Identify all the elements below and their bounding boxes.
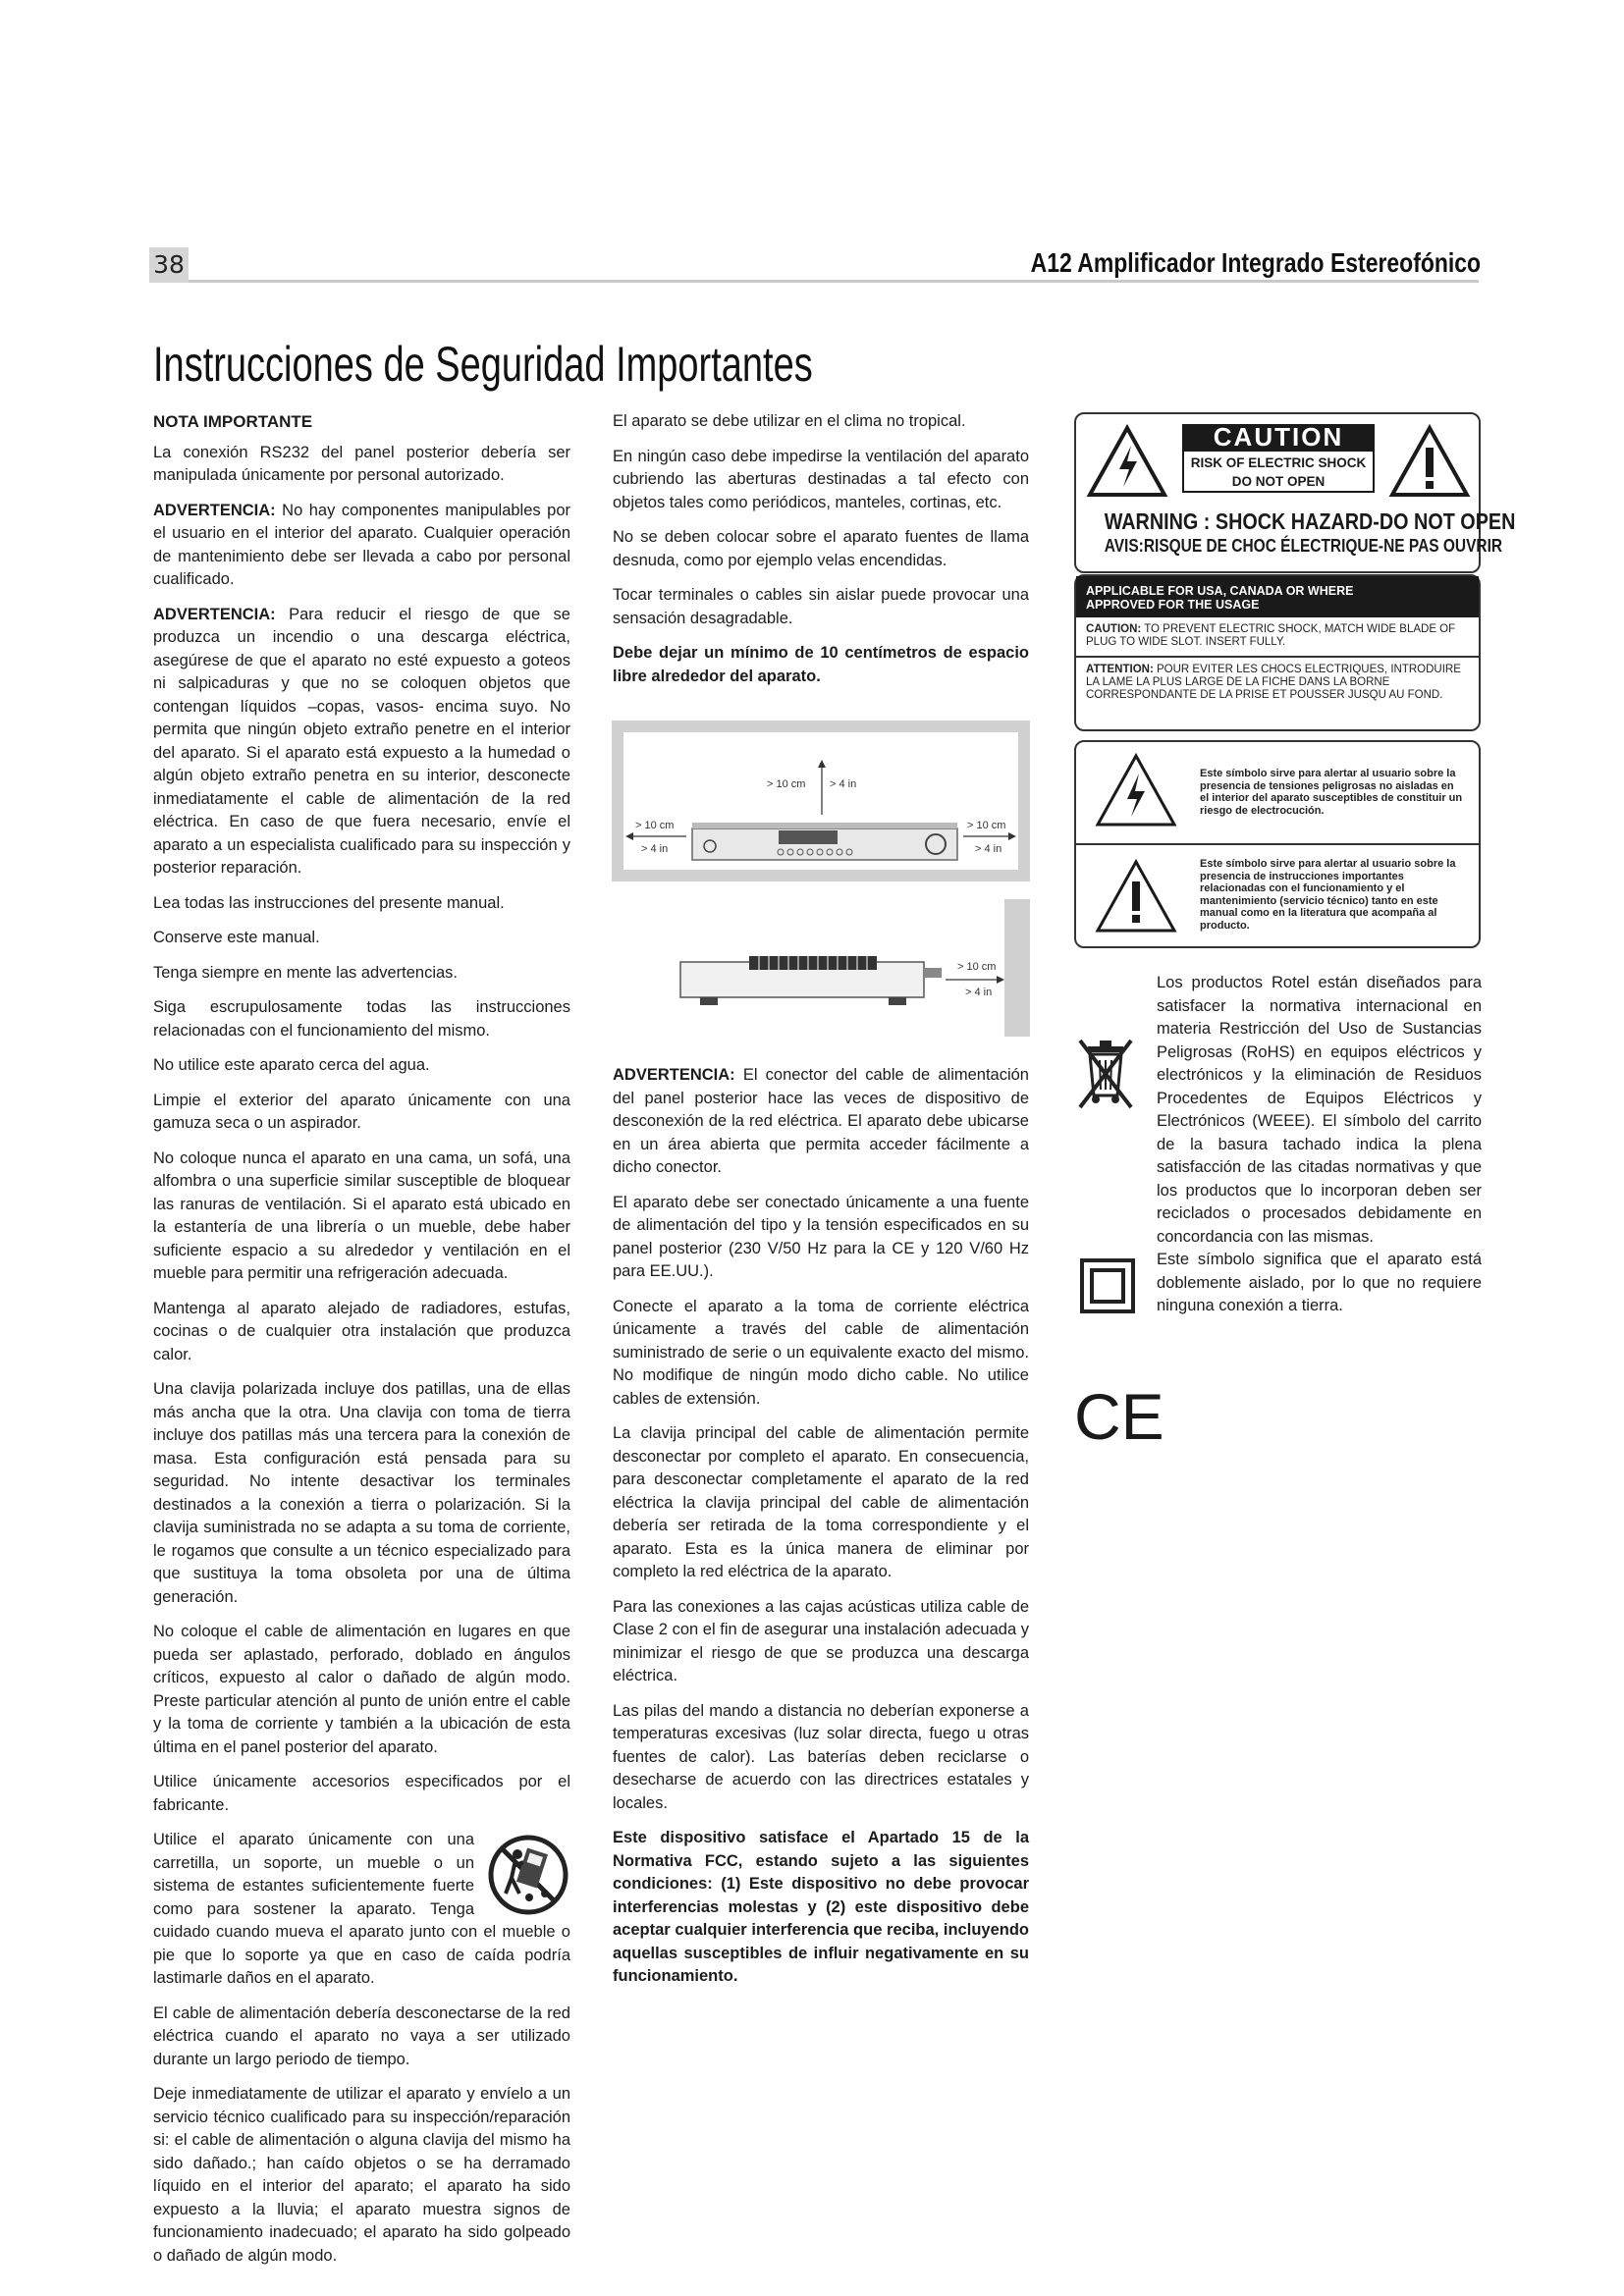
paragraph: No coloque el cable de alimentación en lugares en que pueda ser aplastado, perforado, doblado en ángulos críticos, expuesto al calor o dañado de algún modo. Preste particular atención al punto de unión entre el cable y la toma de corriente y también a la ubicación de esta última en el panel posterior del aparato. [153,1623,570,1756]
paragraph: Lea todas las instrucciones del presente manual. [153,893,505,912]
exclamation-triangle-icon [1094,858,1178,934]
clearance-label: > 10 cm [967,820,1006,831]
attention-inline-text: POUR EVITER LES CHOCS ELECTRIQUES, INTRODUIRE LA LAME LA PLUS LARGE DE LA FICHE DANS LA BORNE CORRESPONDANTE DE LA PRISE ET POUSSER JUSQU AU FOND. [1086,664,1461,701]
paragraph: La conexión RS232 del panel posterior debería ser manipulada únicamente por personal autorizado. [153,443,570,484]
clearance-label: > 4 in [830,778,857,790]
paragraph: Mantenga al aparato alejado de radiadores, estufas, cocinas o de cualquier otra instalación que produzca calor. [153,1299,570,1363]
paragraph-emphasis: Debe dejar un mínimo de 10 centímetros de espacio libre alrededor del aparato. [613,644,1029,685]
paragraph [153,604,570,881]
divider [1076,843,1479,845]
symbols-box [1074,740,1481,948]
paragraph: Las pilas del mando a distancia no deberían exponerse a temperaturas excesivas (luz solar directa, fuego u otras fuentes de calor). Las baterías deben reciclarse o desecharse de acuerdo con las directrices estatales y locales. [613,1701,1029,1812]
paragraph [613,1064,1029,1180]
symbol-row-lightning [1076,742,1479,844]
ce-mark-icon [1074,1380,1164,1453]
caution-inline-text: TO PREVENT ELECTRIC SHOCK, MATCH WIDE BLADE OF PLUG TO WIDE SLOT. INSERT FULLY. [1086,623,1456,648]
paragraph-text: El conector del cable de alimentación del panel posterior hace las veces de dispositivo de desconexión de la red eléctrica. El aparato debe ubicarse en un área abierta que permita acceder fácilmente a dicho conector. [613,1066,1029,1176]
column-middle [613,410,1029,700]
paragraph: Siga escrupulosamente todas las instrucciones relacionadas con el funcionamiento del mismo. [153,998,570,1040]
paragraph: No se deben colocar sobre el aparato fuentes de llama desnuda, como por ejemplo velas encendidas. [613,528,1029,569]
paragraph: La clavija principal del cable de alimentación permite desconectar por completo el aparato. En consecuencia, para desconectar completamente el aparato de la red eléctrica la clavija principal del cable de alimentación debería ser retirada de la toma correspondiente y el aparato. Esta es la única manera de eliminar por completo la red eléctrica de la aparato. [613,1424,1029,1580]
caution-title: CAUTION [1182,424,1375,450]
paragraph-emphasis: Este dispositivo satisface el Apartado 15 de la Normativa FCC, estando sujeto a las siguientes condiciones: (1) Este dispositivo no debe provocar interferencias molestas y (2) este dispositivo debe aceptar cualquier interferencia que reciba, incluyendo aquellas susceptibles de influir negativamente en su funcionamiento. [613,1829,1029,1985]
warning-label: ADVERTENCIA: [153,605,276,623]
clearance-label: > 4 in [975,843,1002,855]
double-insulation-paragraph: Este símbolo significa que el aparato está doblemente aislado, por lo que no requiere ninguna conexión a tierra. [1157,1251,1482,1314]
paragraph: Para las conexiones a las cajas acústicas utiliza cable de Clase 2 con el fin de asegurar una instalación adecuada y minimizar el riesgo de que se produzca una descarga eléctrica. [613,1597,1029,1684]
caution-line: DO NOT OPEN [1231,474,1326,489]
paragraph: No utilice este aparato cerca del agua. [153,1056,430,1074]
paragraph: Conecte el aparato a la toma de corriente eléctrica únicamente a través del cable de alimentación suministrado de serie o un equivalente exacto del mismo. No modifique de ningún modo dicho cable. No utilice cables de extensión. [613,1297,1029,1408]
cart-tip-over-icon [486,1833,570,1917]
paragraph: No coloque nunca el aparato en una cama, un sofá, una alfombra o una superficie similar susceptible de bloquear las ranuras de ventilación. Si el aparato está ubicado en la estantería de una librería o un mueble, debe haber suficiente espacio a su alrededor y ventilación en el mueble para permitir una refrigeración adecuada. [153,1148,570,1282]
running-title: A12 Amplificador Integrado Estereofónico [1030,247,1481,278]
paragraph: Tocar terminales o cables sin aislar puede provocar una sensación desagradable. [613,586,1029,627]
column-left [153,410,570,2279]
paragraph: En ningún caso debe impedirse la ventilación del aparato cubriendo las aberturas destinadas a tal efecto con objetos tales como periódicos, manteles, cortinas, etc. [613,447,1029,511]
clearance-label: > 4 in [641,843,669,855]
paragraph: Deje inmediatamente de utilizar el aparato y envíelo a un servicio técnico cualificado para su inspección/reparación si: el cable de alimentación o alguna clavija del mismo ha sido dañado.; han caído objetos o se ha derramado líquido en el interior del aparato; el aparato ha sido expuesto a la lluvia; el aparato muestra signos de funcionamiento inadecuado; el aparato ha sido golpeado o dañado de algún modo. [153,2085,570,2265]
symbol-description: Este símbolo sirve para alertar al usuario sobre la presencia de tensiones peligrosas no aisladas en el interior del aparato susceptibles de constituir un riesgo de electrocución. [1200,768,1463,817]
lightning-triangle-icon [1086,424,1168,499]
column-middle-lower [613,1064,1029,2001]
paragraph: El aparato debe ser conectado únicamente a una fuente de alimentación del tipo y la tensión especificados en su panel posterior (230 V/50 Hz para la CE y 120 V/60 Hz para EE.UU.). [613,1193,1029,1280]
clearance-label: > 10 cm [957,961,997,973]
header-line: APPROVED FOR THE USAGE [1086,598,1260,612]
paragraph-text: No hay componentes manipulables por el usuario en el interior del aparato. Cualquier operación de mantenimiento debe ser llevada a cabo por personal cualificado. [153,501,570,588]
clearance-figure-front [612,721,1030,881]
paragraph: El cable de alimentación debería desconectarse de la red eléctrica cuando el aparato no vaya a ser utilizado durante un largo periodo de tiempo. [153,2003,570,2068]
paragraph-text: Utilice el aparato únicamente con una carretilla, un soporte, un mueble o un sistema de estantes suficientemente fuerte como para sostener la aparato. Tenga cuidado cuando mueva el aparato junto con el mueble o pie que lo soporte ya que en caso de caída podría lastimarle daños en el aparato. [153,1831,570,1987]
avis-text: AVIS:RISQUE DE CHOC ÉLECTRIQUE-NE PAS OUVRIR [1104,536,1503,556]
paragraph: Utilice únicamente accesorios especificados por el fabricante. [153,1773,570,1814]
clearance-figure-side [612,899,1030,1037]
paragraph: Limpie el exterior del aparato únicamente con una gamuza seca o un aspirador. [153,1091,570,1132]
header-line: APPLICABLE FOR USA, CANADA OR WHERE [1086,584,1354,598]
caution-label-box [1074,412,1516,573]
paragraph [153,1829,570,1991]
caution-subtitle [1182,450,1375,493]
rohs-paragraph: Los productos Rotel están diseñados para satisfacer la normativa internacional en materia Restricción del Uso de Sustancias Peligrosas (RoHS) en equipos eléctricos y electrónicos y la eliminación de Residuos Procedentes de Equipos Eléctricos y Electrónicos (WEEE). El símbolo del carrito de la basura tachado indica la plena satisfacción de las citadas normativas y que los productos que lo incorporan deben ser reciclados o procesados debidamente en concordancia con las mismas. [1157,974,1482,1246]
page-number: 38 [149,247,189,283]
weee-crossed-bin-icon [1074,1033,1137,1115]
caution-inline-label: CAUTION: [1086,623,1142,635]
applicable-header [1076,576,1479,617]
applicable-box [1074,574,1481,731]
paragraph [153,500,570,592]
clearance-label: > 10 cm [767,778,806,790]
clearance-label: > 4 in [965,987,993,998]
paragraph-text: Para reducir el riesgo de que se produzca un incendio o una descarga eléctrica, asegúrese de que el aparato no esté expuesto a goteos ni salpicaduras y que no se coloquen objetos que contengan líquidos –copas, vasos- encima suyo. No permita que ningún objeto extraño penetre en el interior del aparato. Si el aparato está expuesto a la humedad o algún objeto extraño penetra en su interior, desconecte inmediatamente el cable de alimentación de la red eléctrica. En caso de que fuera necesario, envíe el aparato a un especialista cualificado para su inspección y posterior reparación. [153,605,570,877]
caution-paragraph [1076,617,1479,649]
paragraph: Tenga siempre en mente las advertencias. [153,963,459,982]
symbol-row-exclamation [1076,846,1479,948]
header-rule [189,280,1479,283]
double-insulation-icon [1080,1258,1135,1313]
clearance-label: > 10 cm [635,820,675,831]
paragraph: Una clavija polarizada incluye dos patillas, una de ellas más ancha que la otra. Una clavija con toma de tierra incluye dos patillas más una tercera para la conexión de masa. Esta configuración está pensada para su seguridad. No intente desactivar los terminales destinados a la conexión a tierra o polarización. Si la clavija suministrada no se adapta a su toma de corriente, le rogamos que consulte a un técnico especializado para que sustituya la toma obsoleta por una de última generación. [153,1380,570,1606]
warning-text: WARNING : SHOCK HAZARD-DO NOT OPEN [1104,508,1516,534]
section-heading: NOTA IMPORTANTE [153,412,313,431]
symbol-description: Este símbolo sirve para alertar al usuario sobre la presencia de instrucciones importantes relacionadas con el funcionamiento y el mantenimiento (servicio técnico) tanto en este manual como en la literatura que acompaña al producto. [1200,858,1456,932]
page-title: Instrucciones de Seguridad Importantes [153,337,813,392]
warning-label: ADVERTENCIA: [613,1066,735,1084]
attention-inline-label: ATTENTION: [1086,664,1154,675]
ce-mark-text: CE [1074,1380,1164,1453]
caution-line: RISK OF ELECTRIC SHOCK [1190,455,1367,470]
lightning-triangle-icon [1094,752,1178,828]
warning-label: ADVERTENCIA: [153,501,276,519]
paragraph: El aparato se debe utilizar en el clima no tropical. [613,412,966,430]
attention-paragraph [1076,658,1479,702]
exclamation-triangle-icon [1388,424,1471,499]
paragraph: Conserve este manual. [153,929,320,946]
